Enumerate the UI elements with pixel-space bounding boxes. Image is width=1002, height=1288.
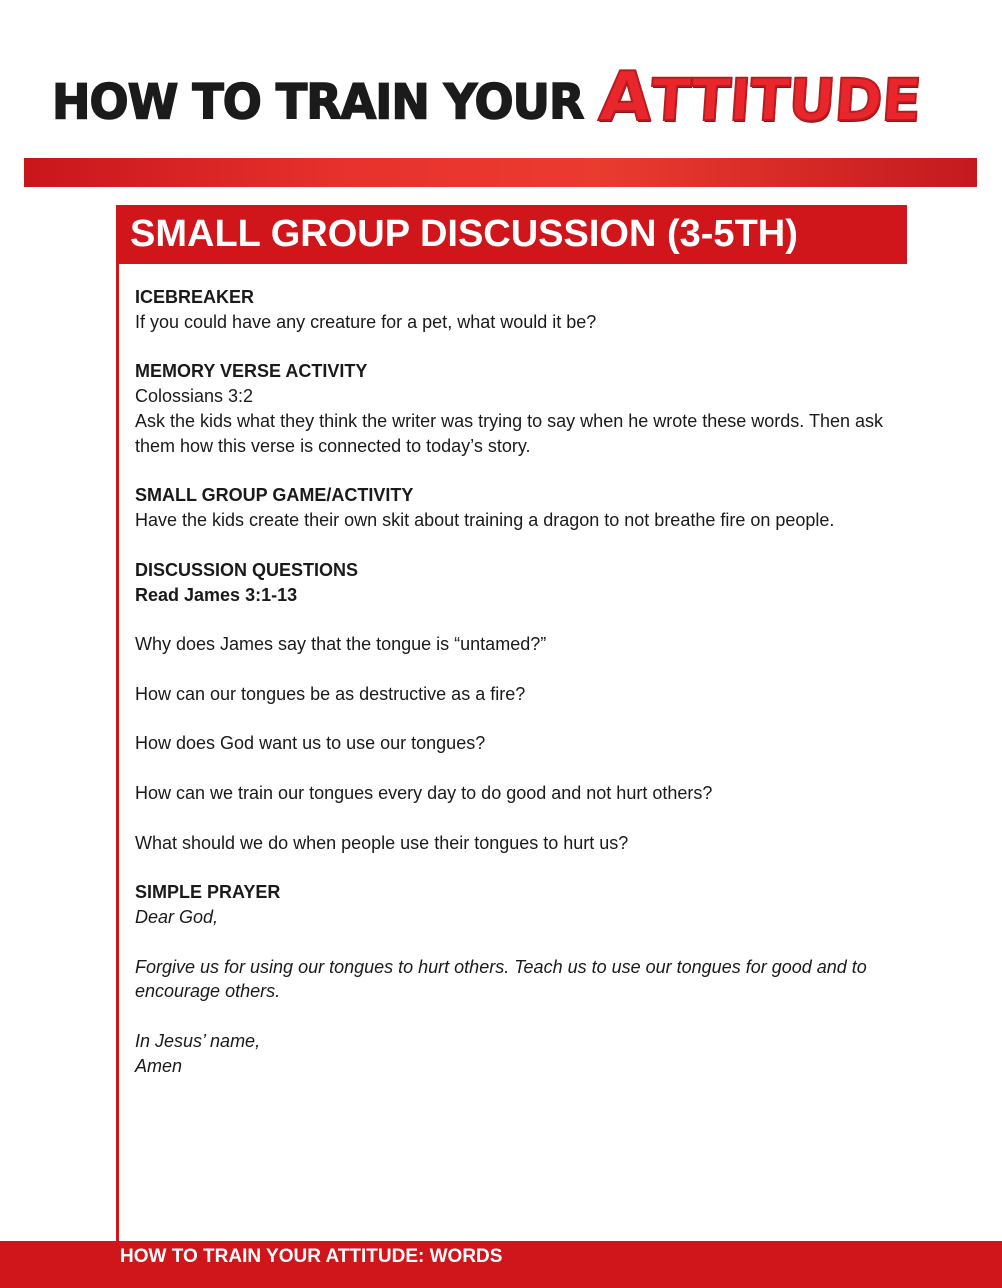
footer-bar bbox=[0, 1241, 1002, 1288]
question-text: How does God want us to use our tongues? bbox=[135, 733, 486, 754]
content-body bbox=[135, 285, 915, 1103]
discussion-question bbox=[135, 731, 915, 756]
discussion-question bbox=[135, 632, 915, 657]
prayer-closing-block bbox=[135, 1029, 915, 1079]
discussion-question bbox=[135, 682, 915, 707]
title-accent-first-letter: A bbox=[597, 58, 655, 137]
discussion-section bbox=[135, 558, 915, 608]
section-title: SMALL GROUP DISCUSSION (3-5TH) bbox=[116, 205, 907, 264]
title-prefix: HOW TO TRAIN YOUR bbox=[52, 73, 584, 131]
memory-verse-text: Ask the kids what they think the writer was trying to say when he wrote these words. Then ask them how this verse is connected to today’s story. bbox=[135, 410, 884, 456]
header-title bbox=[52, 58, 924, 137]
discussion-question bbox=[135, 831, 915, 856]
question-text: How can we train our tongues every day to do good and not hurt others? bbox=[135, 782, 713, 803]
icebreaker-heading: ICEBREAKER bbox=[135, 287, 255, 307]
left-rule-divider bbox=[116, 205, 119, 1255]
icebreaker-text: If you could have any creature for a pet, what would it be? bbox=[135, 311, 597, 332]
prayer-section bbox=[135, 880, 915, 930]
prayer-closing-line: In Jesus’ name, bbox=[135, 1030, 261, 1051]
header-red-band bbox=[24, 158, 977, 187]
question-text: How can our tongues be as destructive as a fire? bbox=[135, 683, 526, 704]
question-text: Why does James say that the tongue is “untamed?” bbox=[135, 634, 547, 655]
prayer-salutation: Dear God, bbox=[135, 906, 219, 927]
memory-verse-heading: MEMORY VERSE ACTIVITY bbox=[135, 361, 368, 382]
game-heading: SMALL GROUP GAME/ACTIVITY bbox=[135, 485, 414, 506]
question-text: What should we do when people use their tongues to hurt us? bbox=[135, 832, 629, 853]
discussion-question bbox=[135, 781, 915, 806]
prayer-body-block bbox=[135, 955, 915, 1005]
discussion-reading: Read James 3:1-13 bbox=[135, 584, 298, 605]
game-section bbox=[135, 483, 915, 533]
discussion-heading: DISCUSSION QUESTIONS bbox=[135, 559, 359, 580]
prayer-amen: Amen bbox=[135, 1055, 183, 1076]
memory-verse-reference: Colossians 3:2 bbox=[135, 386, 254, 407]
prayer-body: Forgive us for using our tongues to hurt others. Teach us to use our tongues for good and to encourage others. bbox=[135, 956, 867, 1002]
title-accent bbox=[597, 58, 924, 137]
icebreaker-section bbox=[135, 285, 915, 335]
title-accent-rest: TTITUDE bbox=[648, 66, 924, 134]
prayer-heading: SIMPLE PRAYER bbox=[135, 882, 281, 903]
game-text: Have the kids create their own skit about training a dragon to not breathe fire on people. bbox=[135, 510, 835, 531]
footer-text: HOW TO TRAIN YOUR ATTITUDE: WORDS bbox=[120, 1246, 503, 1267]
memory-verse-section bbox=[135, 359, 915, 458]
